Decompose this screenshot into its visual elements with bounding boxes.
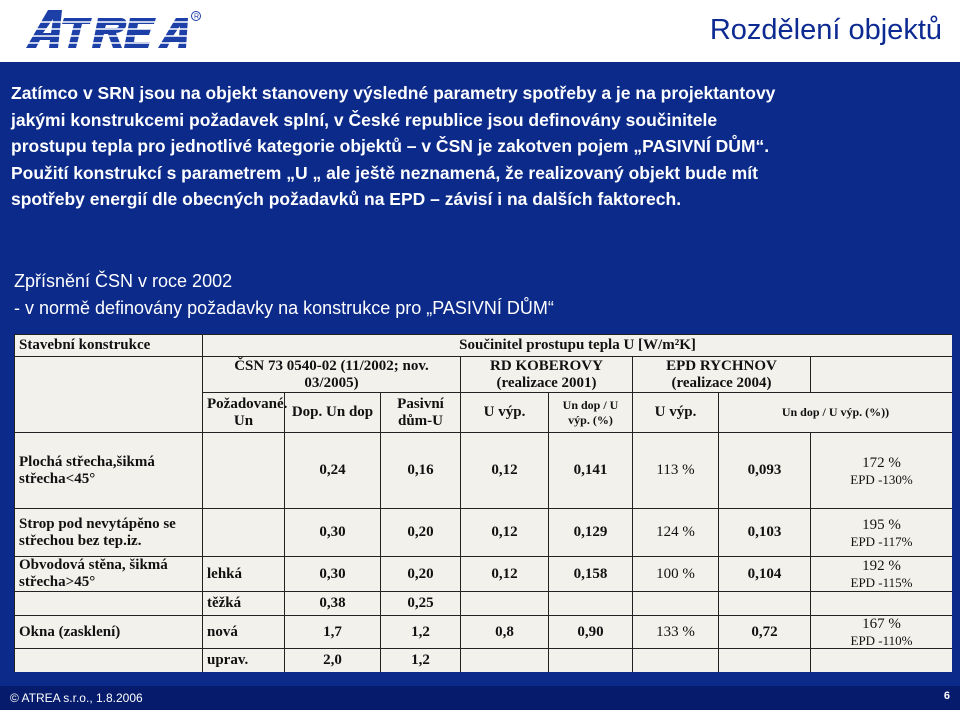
cell-epd-u bbox=[719, 592, 811, 616]
cell-rd-pct bbox=[633, 649, 719, 673]
cell-epd-pct bbox=[811, 616, 953, 649]
row-sublabel: nová bbox=[203, 616, 285, 649]
col-passive: Pasivní dům-U bbox=[381, 393, 461, 433]
subheading bbox=[14, 268, 944, 322]
cell-required: 0,24 bbox=[285, 433, 381, 509]
epd-pct-value: 167 % bbox=[862, 616, 901, 632]
header-main: Součinitel prostupu tepla U [W/m²K] bbox=[203, 335, 953, 357]
cell-rd-u: 0,158 bbox=[549, 557, 633, 592]
row-sublabel: těžká bbox=[203, 592, 285, 616]
body-line: prostupu tepla pro jednotlivé kategorie objektů – v ČSN je zakotven pojem „PASIVNÍ DŮM“. bbox=[11, 136, 770, 156]
cell-epd-pct bbox=[811, 433, 953, 509]
cell-passive bbox=[461, 592, 549, 616]
cell-rd-pct: 133 % bbox=[633, 616, 719, 649]
cell-rd-pct: 100 % bbox=[633, 557, 719, 592]
row-label bbox=[15, 592, 203, 616]
cell-passive: 0,12 bbox=[461, 557, 549, 592]
epd-pct-value: 195 % bbox=[862, 516, 901, 533]
col-required: Požadované. Un bbox=[203, 393, 285, 433]
cell-recommended: 0,25 bbox=[381, 592, 461, 616]
svg-text:R: R bbox=[194, 13, 200, 21]
row-sublabel bbox=[203, 433, 285, 509]
u-value-table bbox=[14, 334, 952, 672]
cell-recommended: 0,16 bbox=[381, 433, 461, 509]
col-uvyp-epd: U výp. bbox=[633, 393, 719, 433]
cell-rd-pct bbox=[633, 592, 719, 616]
cell-epd-u bbox=[719, 649, 811, 673]
row-label: Plochá střecha,šikmá střecha<45° bbox=[15, 433, 203, 509]
cell-epd-u: 0,104 bbox=[719, 557, 811, 592]
cell-epd-pct bbox=[811, 509, 953, 557]
cell-recommended: 1,2 bbox=[381, 649, 461, 673]
body-paragraph bbox=[11, 80, 951, 213]
cell-recommended: 0,20 bbox=[381, 509, 461, 557]
cell-rd-u bbox=[549, 592, 633, 616]
col-ratio-rd: Un dop / U výp. (%) bbox=[549, 393, 633, 433]
cell-rd-u: 0,141 bbox=[549, 433, 633, 509]
cell-epd-pct bbox=[811, 557, 953, 592]
epd-note: EPD -115% bbox=[850, 575, 913, 590]
cell-passive bbox=[461, 649, 549, 673]
cell-epd-u: 0,103 bbox=[719, 509, 811, 557]
page-number: 6 bbox=[943, 690, 950, 702]
atrea-logo-icon bbox=[18, 4, 238, 58]
row-sublabel bbox=[203, 509, 285, 557]
cell-epd-u: 0,72 bbox=[719, 616, 811, 649]
row-sublabel: uprav. bbox=[203, 649, 285, 673]
table-row bbox=[15, 509, 953, 557]
cell-epd-pct bbox=[811, 649, 953, 673]
body-line: spotřeby energií dle obecných požadavků na EPD – závisí i na dalších faktorech. bbox=[11, 189, 682, 209]
epd-pct-value: 192 % bbox=[862, 558, 901, 574]
cell-rd-u bbox=[549, 649, 633, 673]
epd-note: EPD -130% bbox=[850, 471, 913, 487]
col-uvyp-rd: U výp. bbox=[461, 393, 549, 433]
header-rd: RD KOBEROVY (realizace 2001) bbox=[461, 357, 633, 393]
body-line: jakými konstrukcemi požadavek splní, v České republice jsou definovány součinitele bbox=[11, 109, 718, 130]
cell-required: 0,30 bbox=[285, 557, 381, 592]
table-row bbox=[15, 616, 953, 649]
slide-title: Rozdělení objektů bbox=[709, 14, 942, 46]
epd-pct-value: 172 % bbox=[862, 454, 901, 471]
subheading-line-2: - v normě definovány požadavky na konstrukce pro „PASIVNÍ DŮM“ bbox=[14, 298, 554, 318]
table-row bbox=[15, 557, 953, 592]
body-line: Zatímco v SRN jsou na objekt stanoveny výsledné parametry spotřeby a je na projektantovy bbox=[11, 83, 776, 103]
cell-rd-u: 0,90 bbox=[549, 616, 633, 649]
row-label: Strop pod nevytápěno se střechou bez tep.iz. bbox=[15, 509, 203, 557]
cell-required: 1,7 bbox=[285, 616, 381, 649]
cell-epd-u: 0,093 bbox=[719, 433, 811, 509]
epd-note: EPD -110% bbox=[850, 633, 913, 648]
row-label: Okna (zasklení) bbox=[15, 616, 203, 649]
body-line: Použití konstrukcí s parametrem „U „ ale ještě neznamená, že realizovaný objekt bude mít bbox=[11, 162, 758, 183]
header-empty bbox=[15, 357, 203, 433]
cell-epd-pct bbox=[811, 592, 953, 616]
cell-passive: 0,8 bbox=[461, 616, 549, 649]
row-label bbox=[15, 649, 203, 673]
cell-required: 0,30 bbox=[285, 509, 381, 557]
cell-required: 2,0 bbox=[285, 649, 381, 673]
u-value-table-image bbox=[14, 334, 952, 672]
table-body bbox=[15, 433, 953, 673]
header-bar bbox=[0, 0, 960, 62]
cell-recommended: 0,20 bbox=[381, 557, 461, 592]
row-label: Obvodová stěna, šikmá střecha>45° bbox=[15, 557, 203, 592]
row-sublabel: lehká bbox=[203, 557, 285, 592]
header-structure: Stavební konstrukce bbox=[15, 335, 203, 357]
cell-rd-pct: 124 % bbox=[633, 509, 719, 557]
epd-note: EPD -117% bbox=[850, 533, 913, 549]
cell-passive: 0,12 bbox=[461, 433, 549, 509]
cell-passive: 0,12 bbox=[461, 509, 549, 557]
col-ratio-epd: Un dop / U výp. (%)) bbox=[719, 393, 953, 433]
cell-required: 0,38 bbox=[285, 592, 381, 616]
footer-bar bbox=[0, 686, 960, 710]
cell-rd-u: 0,129 bbox=[549, 509, 633, 557]
col-recommended: Dop. Un dop bbox=[285, 393, 381, 433]
header-epd: EPD RYCHNOV (realizace 2004) bbox=[633, 357, 811, 393]
copyright-text: © ATREA s.r.o., 1.8.2006 bbox=[10, 691, 143, 705]
atrea-logo bbox=[18, 4, 238, 58]
header-spacer bbox=[811, 357, 953, 393]
header-csn: ČSN 73 0540-02 (11/2002; nov. 03/2005) bbox=[203, 357, 461, 393]
table-row bbox=[15, 592, 953, 616]
cell-recommended: 1,2 bbox=[381, 616, 461, 649]
cell-rd-pct: 113 % bbox=[633, 433, 719, 509]
table-row bbox=[15, 649, 953, 673]
subheading-line-1: Zpřísnění ČSN v roce 2002 bbox=[14, 271, 233, 291]
table-row bbox=[15, 433, 953, 509]
